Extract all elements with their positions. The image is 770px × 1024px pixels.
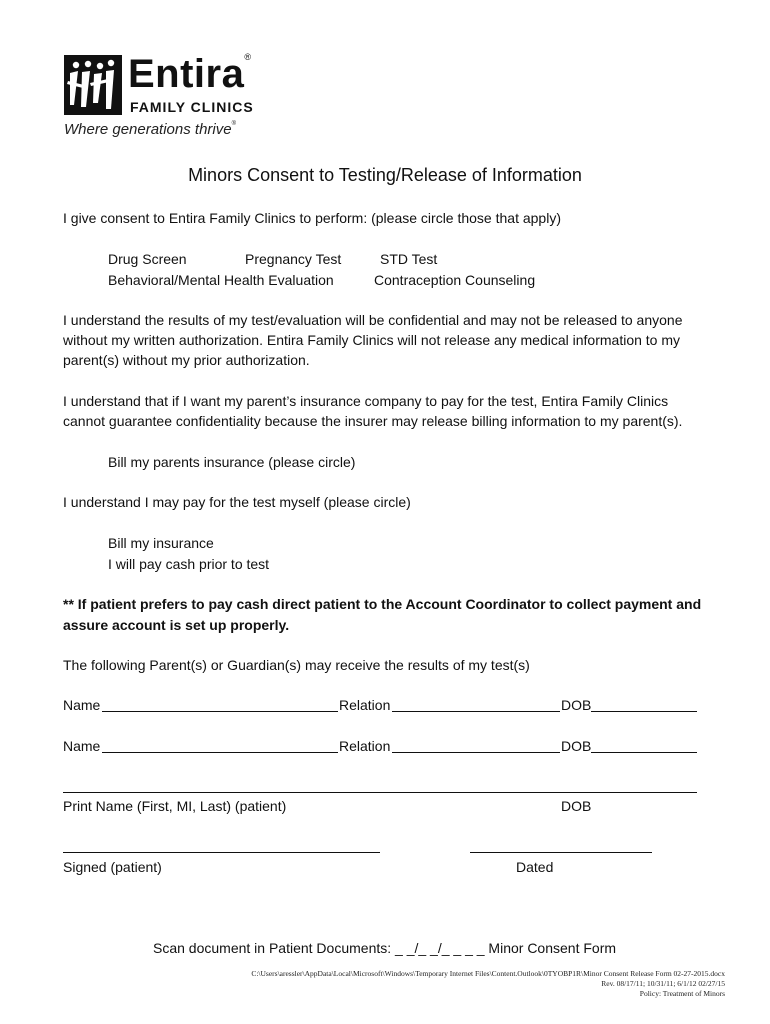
guardians-intro: The following Parent(s) or Guardian(s) may receive the results of my test(s) bbox=[63, 657, 530, 673]
logo-subtitle: FAMILY CLINICS bbox=[130, 99, 254, 115]
service-drug-screen[interactable]: Drug Screen bbox=[108, 251, 187, 267]
print-name-field[interactable] bbox=[63, 792, 697, 793]
guardian-dob-field[interactable] bbox=[591, 711, 697, 712]
date-field[interactable] bbox=[470, 852, 652, 853]
guardian-relation-field[interactable] bbox=[392, 752, 560, 753]
footer-revision: Rev. 08/17/11; 10/31/11; 6/1/12 02/27/15 bbox=[601, 979, 725, 988]
registered-mark: ® bbox=[244, 52, 252, 62]
service-pregnancy-test[interactable]: Pregnancy Test bbox=[245, 251, 342, 267]
pay-self-statement: I understand I may pay for the test myself (please circle) bbox=[63, 494, 411, 510]
guardian-name-field[interactable] bbox=[102, 752, 338, 753]
consent-intro: I give consent to Entira Family Clinics to perform: (please circle those that apply) bbox=[63, 210, 561, 226]
footer-file-path: C:\Users\aressler\AppData\Local\Microsoft\Windows\Temporary Internet Files\Content.Outlook\0TYOBP1R\Minor Consent Release Form 02-27-2015.docx bbox=[251, 969, 725, 978]
guardian-dob-label: DOB bbox=[561, 738, 592, 754]
service-std-test[interactable]: STD Test bbox=[380, 251, 438, 267]
guardian-dob-label: DOB bbox=[561, 697, 592, 713]
pay-cash-option[interactable]: I will pay cash prior to test bbox=[108, 556, 270, 572]
bill-parents-option[interactable]: Bill my parents insurance bbox=[108, 454, 265, 470]
guardian-dob-field[interactable] bbox=[591, 752, 697, 753]
guardian-relation-label: Relation bbox=[339, 697, 391, 713]
signed-label: Signed (patient) bbox=[63, 859, 162, 875]
bill-my-insurance-option[interactable]: Bill my insurance bbox=[108, 535, 214, 551]
dated-label: Dated bbox=[516, 859, 554, 875]
service-contraception-counseling[interactable]: Contraception Counseling bbox=[374, 272, 536, 288]
tagline-mark: ® bbox=[231, 121, 237, 127]
cash-note-line-1: ** If patient prefers to pay cash direct patient to the Account Coordinator to collect payment and bbox=[63, 596, 702, 612]
page-title: Minors Consent to Testing/Release of Information bbox=[188, 165, 582, 185]
insurance-line-1: I understand that if I want my parent’s insurance company to pay for the test, Entira Family Clinics bbox=[63, 393, 669, 409]
confidentiality-line-3: parent(s) without my prior authorization. bbox=[63, 352, 310, 368]
footer-policy: Policy: Treatment of Minors bbox=[639, 989, 725, 998]
guardian-name-label: Name bbox=[63, 697, 101, 713]
entira-figures-logo-icon bbox=[64, 55, 124, 117]
insurance-line-2: cannot guarantee confidentiality because the insurer may release billing information to my parent(s). bbox=[63, 413, 683, 429]
print-name-label: Print Name (First, MI, Last) (patient) bbox=[63, 798, 287, 814]
service-behavioral-health[interactable]: Behavioral/Mental Health Evaluation bbox=[108, 272, 334, 288]
guardian-relation-field[interactable] bbox=[392, 711, 560, 712]
scan-instructions: Scan document in Patient Documents: _ _/_ _/_ _ _ _ Minor Consent Form bbox=[153, 940, 617, 956]
confidentiality-line-2: without my written authorization. Entira Family Clinics will not release any medical information to my bbox=[63, 332, 681, 348]
guardian-relation-label: Relation bbox=[339, 738, 391, 754]
guardian-name-label: Name bbox=[63, 738, 101, 754]
signature-field[interactable] bbox=[63, 852, 380, 853]
confidentiality-line-1: I understand the results of my test/evaluation will be confidential and may not be released to anyone bbox=[63, 312, 683, 328]
bill-parents-hint: (please circle) bbox=[264, 454, 356, 470]
logo-tagline: Where generations thrive bbox=[64, 121, 232, 138]
patient-dob-label: DOB bbox=[561, 798, 592, 814]
cash-note-line-2: assure account is set up properly. bbox=[63, 617, 290, 633]
guardian-name-field[interactable] bbox=[102, 711, 338, 712]
logo-wordmark: Entira bbox=[128, 52, 245, 96]
